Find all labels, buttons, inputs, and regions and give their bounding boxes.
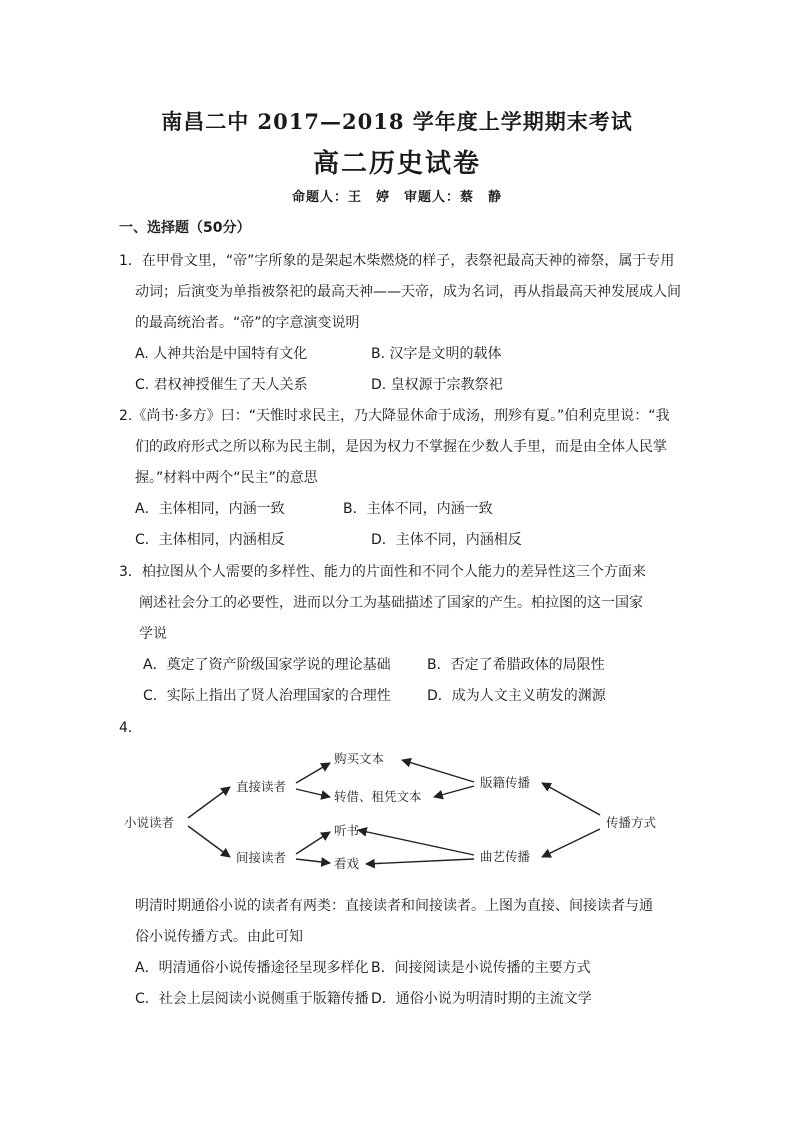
q2-option-d: D．主体不同，内涵相反 [371,532,522,548]
arrow-direct-buy [296,763,330,783]
q3-line-3: 学说 [139,626,167,642]
node-listen: 听书 [334,823,360,838]
arrow-methods-oral [542,829,600,857]
q3-line-1: 3．柏拉图从个人需要的多样性、能力的片面性和不同个人能力的差异性这三个方面来 [119,564,646,580]
arrow-indirect-watch [296,859,330,863]
node-oral: 曲艺传播 [480,849,531,864]
node-methods: 传播方式 [606,815,657,830]
arrow-oral-watch [366,859,474,864]
q1-option-c: C. 君权神授催生了天人关系 [135,377,308,393]
q3-option-a: A．奠定了资产阶级国家学说的理论基础 [143,657,391,673]
q2-line-1: 2.《尚书·多方》曰：“天惟时求民主，乃大降显休命于成汤，刑殄有夏。”伯利克里说：“我 [119,408,670,424]
arrow-print-borrow [434,786,474,797]
q1-option-d: D. 皇权源于宗教祭祀 [371,377,503,393]
node-print: 版籍传播 [480,775,531,790]
arrow-direct-borrow [296,789,330,797]
exam-authors: 命题人：王 婷 审题人：蔡 静 [291,190,502,205]
node-borrow: 转借、租凭文本 [334,789,422,804]
node-buy: 购买文本 [334,751,385,766]
q4-option-c: C．社会上层阅读小说侧重于版籍传播 [135,991,369,1007]
node-direct: 直接读者 [236,779,287,794]
arrow-readers-direct [188,787,230,818]
q1-line-3: 的最高统治者。“帝”的字意演变说明 [135,315,360,331]
node-readers: 小说读者 [124,815,175,830]
q4-option-b: B．间接阅读是小说传播的主要方式 [371,960,591,976]
transmission-diagram [122,745,682,875]
q2-line-2: 们的政府形式之所以称为民主制，是因为权力不掌握在少数人手里，而是由全体人民掌 [135,439,667,455]
q4-option-a: A．明清通俗小说传播途径呈现多样化 [135,960,369,976]
q3-option-d: D．成为人文主义萌发的渊源 [427,688,606,704]
q1-option-b: B. 汉字是文明的载体 [371,346,502,362]
q3-option-c: C．实际上指出了贤人治理国家的合理性 [143,688,391,704]
q3-option-b: B．否定了希腊政体的局限性 [427,657,605,673]
q3-line-2: 阐述社会分工的必要性，进而以分工为基础描述了国家的产生。柏拉图的这一国家 [139,595,643,611]
q4-option-d: D．通俗小说为明清时期的主流文学 [371,991,592,1007]
arrow-oral-listen [358,830,474,855]
q2-option-b: B．主体不同，内涵一致 [343,501,493,517]
q2-option-c: C．主体相同，内涵相反 [135,532,285,548]
q2-option-a: A．主体相同，内涵一致 [135,501,285,517]
q1-option-a: A. 人神共治是中国特有文化 [135,346,308,362]
q4-line-2: 俗小说传播方式。由此可知 [135,929,303,945]
section-heading: 一、选择题（50分） [119,220,251,236]
q1-line-2: 动词；后演变为单指被祭祀的最高天神——天帝，成为名词，再从指最高天神发展成人间 [135,284,681,300]
exam-subtitle: 高二历史试卷 [312,149,481,179]
arrow-readers-indirect [188,826,230,857]
q4-line-1: 明清时期通俗小说的读者有两类：直接读者和间接读者。上图为直接、间接读者与通 [135,898,653,914]
arrow-print-buy [402,760,474,782]
node-indirect: 间接读者 [236,850,287,865]
arrow-methods-print [542,783,600,815]
q2-line-3: 握。”材料中两个“民主”的意思 [135,470,318,486]
arrow-indirect-listen [296,832,330,854]
q4-number: 4． [119,720,142,736]
exam-title: 南昌二中 2017—2018 学年度上学期期末考试 [161,109,633,134]
node-watch: 看戏 [334,856,360,871]
q1-line-1: 1．在甲骨文里，“帝”字所象的是架起木柴燃烧的样子，表祭祀最高天神的禘祭，属于专用 [119,253,675,269]
